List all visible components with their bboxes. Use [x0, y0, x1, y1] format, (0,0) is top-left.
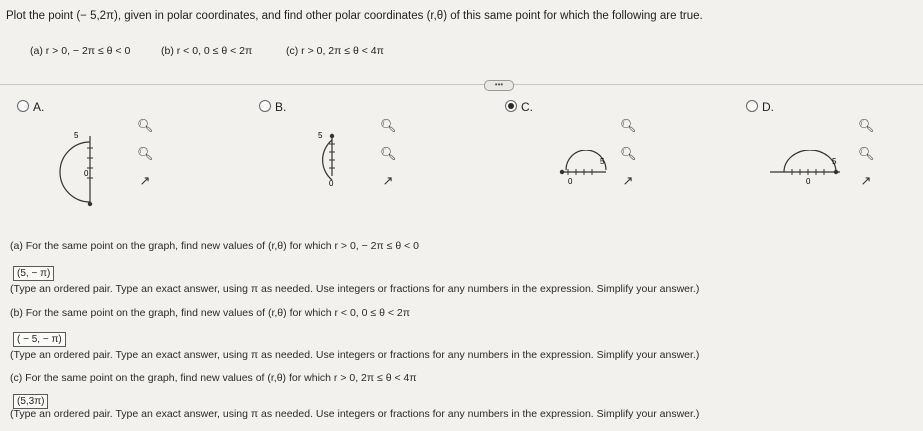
svg-text:0: 0 — [568, 177, 573, 186]
svg-text:0: 0 — [329, 179, 334, 188]
condition-c: (c) r > 0, 2π ≤ θ < 4π — [286, 45, 384, 57]
choice-d-graph — [762, 150, 846, 190]
svg-text:5: 5 — [600, 157, 605, 166]
choice-b[interactable] — [259, 100, 286, 114]
part-b-answer-input[interactable]: ( − 5, − π) — [13, 332, 66, 347]
condition-a: (a) r > 0, − 2π ≤ θ < 0 — [30, 45, 131, 57]
part-a-question: (a) For the same point on the graph, find new values of (r,θ) for which r > 0, − 2π ≤ θ < 0 — [10, 240, 420, 252]
choice-a-label: A. — [33, 100, 45, 114]
svg-text:0: 0 — [806, 177, 811, 186]
part-c-answer-input[interactable]: (5,3π) — [13, 394, 48, 409]
part-b-question: (b) For the same point on the graph, find new values of (r,θ) for which r < 0, 0 ≤ θ < 2π — [10, 307, 410, 319]
choice-b-label: B. — [275, 100, 287, 114]
choice-c-label: C. — [521, 100, 533, 114]
condition-list — [30, 45, 430, 59]
choice-c-graph — [548, 150, 618, 190]
choice-b-zoom-in-icon[interactable]: 🔍︎ — [380, 118, 397, 133]
radio-b[interactable] — [259, 100, 271, 112]
radio-c-selected[interactable] — [505, 100, 517, 112]
part-a-instruction: (Type an ordered pair. Type an exact answer, using π as needed. Use integers or fractions for any numbers in the expression. Simplify your answer.) — [10, 283, 700, 295]
expand-more-button[interactable]: ••• — [484, 80, 514, 91]
choice-b-zoom-out-icon[interactable]: 🔍︎ — [380, 146, 397, 161]
choice-d-label: D. — [762, 100, 774, 114]
choice-a-zoom-in-icon[interactable]: 🔍︎ — [137, 118, 154, 133]
part-c-question: (c) For the same point on the graph, find new values of (r,θ) for which r > 0, 2π ≤ θ < 4π — [10, 372, 417, 384]
choice-c-zoom-in-icon[interactable]: 🔍︎ — [620, 118, 637, 133]
choice-d[interactable] — [746, 100, 774, 114]
choice-c-zoom-out-icon[interactable]: 🔍︎ — [620, 146, 637, 161]
svg-text:5: 5 — [74, 131, 79, 140]
radio-a[interactable] — [17, 100, 29, 112]
svg-text:0: 0 — [84, 169, 89, 178]
choice-b-expand-icon[interactable]: ↗ — [382, 173, 394, 188]
part-b-instruction: (Type an ordered pair. Type an exact answer, using π as needed. Use integers or fractions for any numbers in the expression. Simplify your answer.) — [10, 349, 700, 361]
svg-text:5: 5 — [318, 131, 323, 140]
choice-c[interactable] — [505, 100, 533, 114]
section-divider — [0, 84, 923, 85]
svg-text:5: 5 — [832, 157, 837, 166]
part-a-answer-input[interactable]: (5, − π) — [13, 266, 54, 281]
choice-a-graph — [58, 128, 130, 210]
choice-a[interactable] — [17, 100, 44, 114]
choice-a-expand-icon[interactable]: ↗ — [139, 173, 151, 188]
choice-a-zoom-out-icon[interactable]: 🔍︎ — [137, 146, 154, 161]
condition-b: (b) r < 0, 0 ≤ θ < 2π — [161, 45, 253, 57]
choice-d-zoom-in-icon[interactable]: 🔍︎ — [858, 118, 875, 133]
choice-d-zoom-out-icon[interactable]: 🔍︎ — [858, 146, 875, 161]
choice-b-graph — [300, 128, 372, 188]
part-c-instruction: (Type an ordered pair. Type an exact answer, using π as needed. Use integers or fractions for any numbers in the expression. Simplify your answer.) — [10, 408, 700, 420]
question-prompt: Plot the point (− 5,2π), given in polar coordinates, and find other polar coordinates (r,θ) of this same point for which the following are true. — [6, 10, 703, 22]
choice-d-expand-icon[interactable]: ↗ — [860, 173, 872, 188]
choice-c-expand-icon[interactable]: ↗ — [622, 173, 634, 188]
radio-d[interactable] — [746, 100, 758, 112]
